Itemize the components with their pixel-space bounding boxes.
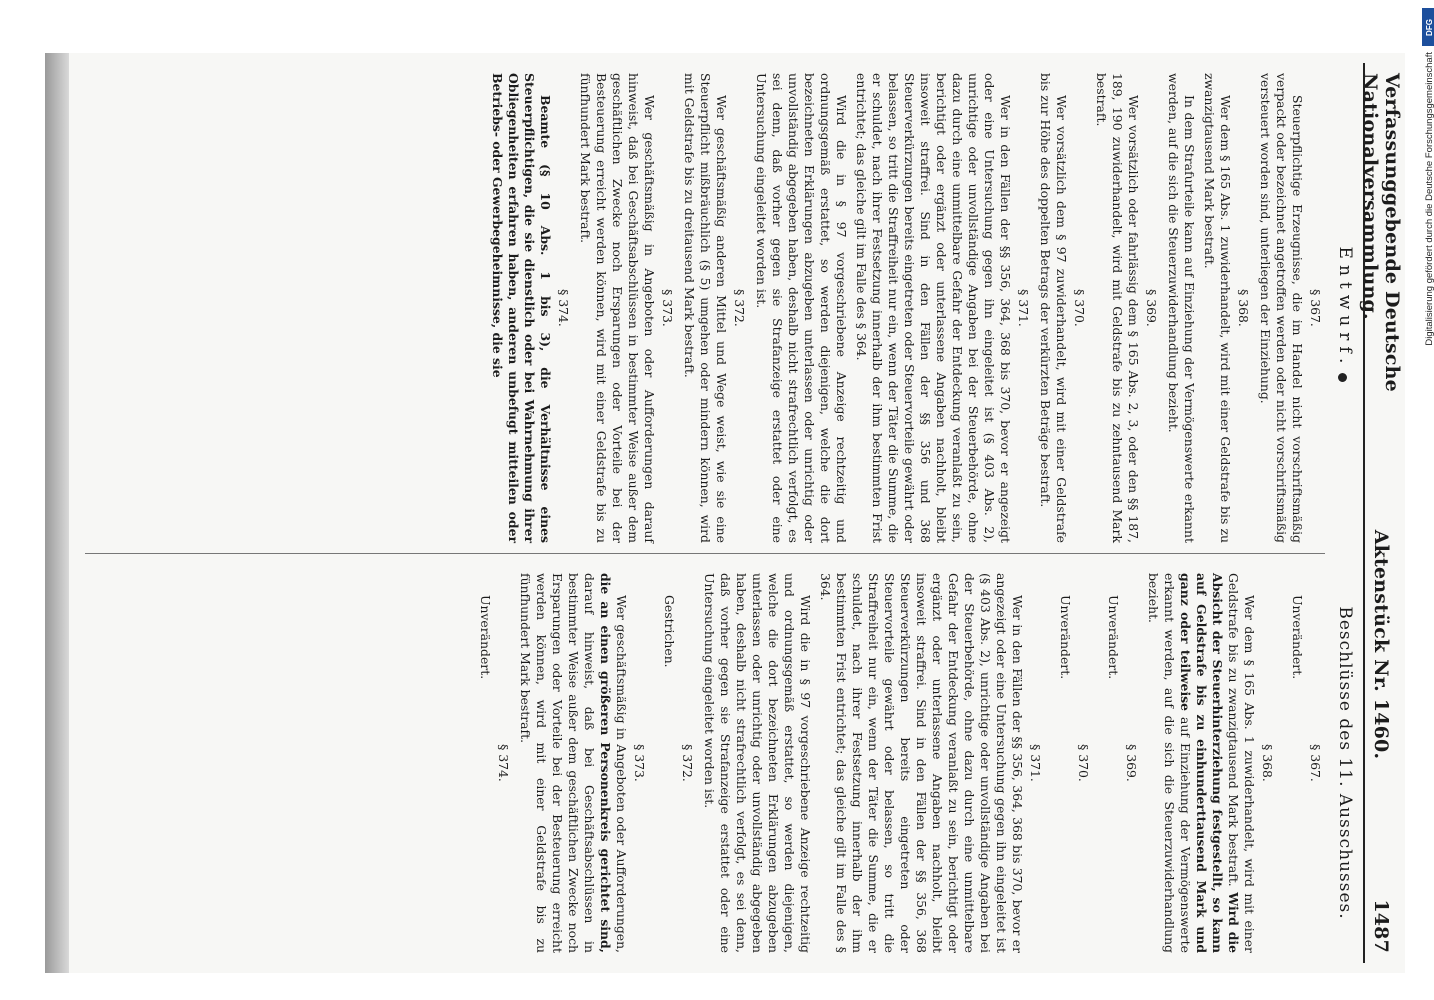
section-text: Gestrichen. [662, 595, 677, 668]
column-divider [85, 553, 1325, 554]
page-header [1359, 73, 1403, 953]
section-text-part: Wer dem § 165 Abs. 1 zuwiderhandelt, wird mit einer Geldstrafe bis zu zwanzigtausend Mark bestraft. [1226, 573, 1257, 953]
section-text [1145, 573, 1257, 953]
dfg-logo [1422, 8, 1434, 46]
section-heading: § 370. [1076, 744, 1091, 782]
section-heading: § 373. [660, 289, 675, 327]
section-text-bold: Wird die Absicht der Steuerhinterziehung festgestellt, so kann auf Geldstrafe bis zu einhunderttausend Mark und ganz oder teilweise [1178, 573, 1241, 953]
draft-column-title: Entwurf. [1335, 246, 1355, 370]
section-heading: § 368. [1236, 289, 1251, 327]
section-text: Wer vorsätzlich oder fahrlässig dem § 165 Abs. 2, 3, oder den §§ 187, 189, 190 zuwiderhandelt, wird mit Geldstrafe bis zu zehntausend Mark bestraft. [1094, 73, 1141, 543]
section-text-part: auf Einziehung der Vermögenswerte erkannt werden, auf die sich die Steuerzuwiderhandlung bezieht. [1146, 573, 1193, 953]
dfg-logo-text: DFG [1424, 18, 1434, 36]
page-number: 1487 [1370, 899, 1392, 953]
section-text [489, 73, 553, 543]
section-text: Unverändert. [1106, 595, 1121, 680]
section-heading: § 372. [732, 289, 747, 327]
section-text: Wird die in § 97 vorgeschriebene Anzeige rechtzeitig und ordnungsgemäß erstattet, so werden diejenigen, welche die dort bezeichneten Erklärungen abzugeben unterlassen oder unrichtig oder unvollständig abgegeben haben, deshalb nicht strafrechtlich verfolgt, es sei denn, daß vorher gegen sie Strafanzeige erstattet oder eine Untersuchung eingeleitet worden ist. [754, 73, 849, 543]
committee-column-title: Beschlüsse des 11. Ausschusses. [1335, 606, 1355, 920]
section-text-bold: Beamte (§ 10 Abs. 1 bis 3), die Verhältnisse eines Steuerpflichtigen, die sie dienstlich oder bei Wahrnehmung ihrer Obliegenheiten erfahren haben, anderen unbefugt mitteilen oder Betriebs- oder Gewerbegeheimnisse, die sie [490, 73, 553, 543]
section-heading: § 374. [556, 289, 571, 327]
section-text [517, 573, 629, 953]
section-text: Unverändert. [478, 595, 493, 680]
section-text: Wer geschäftsmäßig anderen Mittel und Wege weist, wie sie eine Steuerpflicht mißbräuchlich (§ 5) umgehen oder mindern können, wird mit Geldstrafe bis zu dreitausend Mark bestraft. [682, 73, 729, 543]
section-heading: § 371. [1016, 289, 1031, 327]
section-heading: § 369. [1124, 744, 1139, 782]
section-heading: § 367. [1308, 289, 1323, 327]
section-heading: § 372. [680, 744, 695, 782]
document-page [45, 53, 1405, 973]
section-heading: § 369. [1144, 289, 1159, 327]
digitization-credit [1421, 8, 1434, 388]
section-heading: § 373. [632, 744, 647, 782]
section-text-part: darauf hinweist, daß bei Geschäftsabschlüssen in bestimmter Weise außer dem geschäftlichen Zwecke noch Ersparungen oder Vorteile bei der Besteuerung erreicht werden können, wird mit einer Geldstrafe bis zu fünfhundert Mark bestraft. [518, 573, 597, 953]
section-text: Wer in den Fällen der §§ 356, 364, 368 bis 370, bevor er angezeigt oder eine Untersuchung gegen ihn eingeleitet ist (§ 403 Abs. 2), unrichtige oder unvollständige Angaben bei der Steuerbehörde, ohne dazu durch eine unmittelbare Gefahr der Entdeckung veranlaßt zu sein, berichtigt oder ergänzt oder unterlassene Angaben nachholt, bleibt insoweit straffrei. Sind in den Fällen der §§ 356, 368 Steuerverkürzungen bereits eingetreten oder Steuervorteile gewährt oder belassen, so tritt die Straffreiheit nur ein, wenn der Täter die Summe, die er schuldet, nach ihrer Festsetzung innerhalb der ihm bestimmten Frist entrichtet; das gleiche gilt im Falle des § 364. [818, 573, 1025, 953]
section-text: Unverändert. [1290, 595, 1305, 680]
section-heading: § 370. [1072, 289, 1087, 327]
section-text-part: Wer geschäftsmäßig in Angeboten oder Aufforderungen, [614, 595, 629, 953]
section-heading: § 371. [1028, 744, 1043, 782]
scan-edge-shadow [45, 53, 69, 973]
section-text: Wer geschäftsmäßig in Angeboten oder Aufforderungen darauf hinweist, daß bei Geschäftsabschlüssen in bestimmter Weise außer dem geschäftlichen Zwecke noch Ersparungen oder Vorteile bei der Besteuerung erreicht werden können, wird mit einer Geldstrafe bis zu fünfhundert Mark bestraft. [578, 73, 657, 543]
draft-column [485, 73, 1357, 543]
section-heading: § 374. [496, 744, 511, 782]
section-text: Wer vorsätzlich dem § 97 zuwiderhandelt, wird mit einer Geldstrafe bis zur Höhe des doppelten Betrags der verkürzten Beträge bestraft. [1038, 73, 1069, 543]
section-text: In dem Strafurteile kann auf Einziehung der Vermögenswerte erkannt werden, auf die sich die Steuerzuwiderhandlung bezieht. [1166, 73, 1197, 543]
section-text: Steuerpflichtige Erzeugnisse, die im Handel nicht vorschriftsmäßig verpackt oder bezeichnet angetroffen werden oder nicht vorschriftsmäßig versteuert worden sind, unterliegen der Einziehung. [1258, 73, 1305, 543]
header-rule [1363, 63, 1365, 963]
section-text: Wer in den Fällen der §§ 356, 364, 368 bis 370, bevor er angezeigt oder eine Untersuchung gegen ihn eingeleitet ist (§ 403 Abs. 2), unrichtige oder unvollständige Angaben bei der Steuerbehörde, ohne dazu durch eine unmittelbare Gefahr der Entdeckung veranlaßt zu sein, berichtigt oder ergänzt oder unterlassene Angaben nachholt, bleibt insoweit straffrei. Sind in den Fällen der §§ 356 und 368 Steuerverkürzungen bereits eingetreten oder Steuervorteile gewährt oder belassen, so tritt die Straffreiheit nur ein, wenn der Täter die Summe, die er schuldet, nach ihrer Festsetzung innerhalb der ihm bestimmten Frist entrichtet; das gleiche gilt im Falle des § 364. [854, 73, 1013, 543]
section-heading: § 367. [1308, 744, 1323, 782]
committee-column [463, 573, 1357, 953]
section-text: Wer dem § 165 Abs. 1 zuwiderhandelt, wird mit einer Geldstrafe bis zu zwanzigtausend Mark bestraft. [1202, 73, 1233, 543]
section-text: Unverändert. [1058, 595, 1073, 680]
header-document-number: Aktenstück Nr. 1460. [1370, 529, 1392, 760]
scanned-page-frame [40, 30, 1410, 995]
credit-text: Digitalisierung gefördert durch die Deutsche Forschungsgemeinschaft [1423, 52, 1434, 346]
section-text: Wird die in § 97 vorgeschriebene Anzeige rechtzeitig und ordnungsgemäß erstattet, so werden diejenigen, welche die dort bezeichneten Erklärungen abzugeben unterlassen oder unrichtig oder unvollständig abgegeben haben, deshalb nicht strafrechtlich verfolgt, es sei denn, daß vorher gegen sie Strafanzeige erstattet oder eine Untersuchung eingeleitet worden ist. [702, 573, 813, 953]
section-text-bold: die an einen größeren Personenkreis gerichtet sind, [598, 573, 613, 953]
header-title: Verfassunggebende Deutsche Nationalversammlung. [1359, 73, 1403, 392]
section-heading: § 368. [1260, 744, 1275, 782]
